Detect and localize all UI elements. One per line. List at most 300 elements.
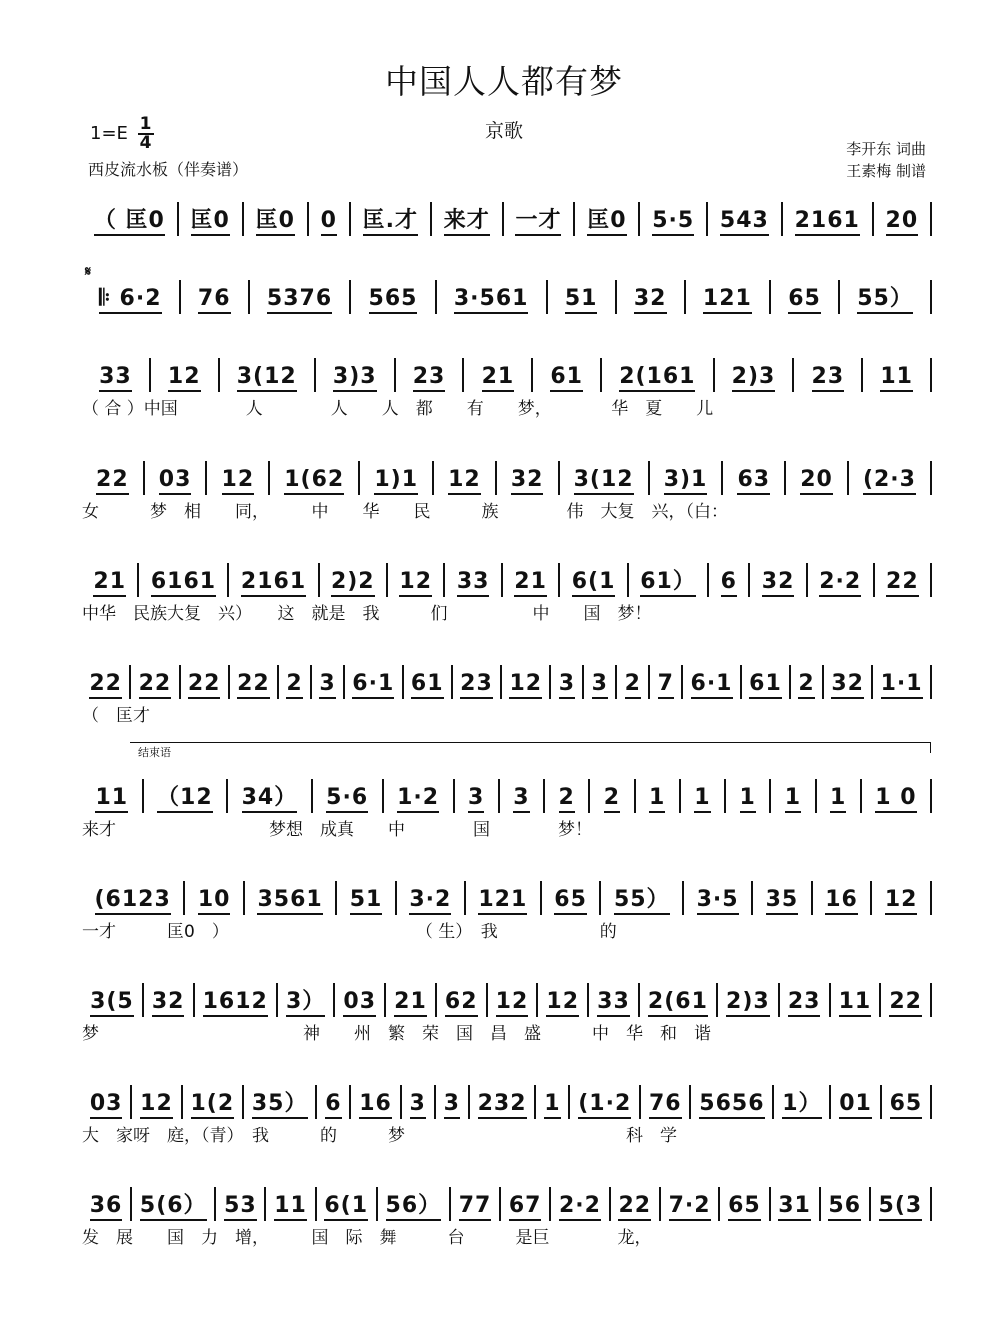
measure	[691, 1085, 774, 1119]
measure	[432, 202, 504, 236]
measure-notes: 2161	[241, 570, 306, 597]
measure	[278, 983, 335, 1017]
measure-notes: 2)2	[331, 570, 375, 597]
notation-row	[82, 659, 932, 699]
measure-notes: 03	[159, 468, 192, 495]
measure	[611, 1187, 661, 1221]
measure-notes: 33	[597, 990, 630, 1017]
time-numerator: 1	[139, 114, 152, 134]
lyric-line: 发 展 国 力 增， 国 际 舞 台 是巨 龙，	[82, 1228, 652, 1247]
measure-notes: 121	[478, 888, 527, 915]
notation-row	[82, 977, 932, 1017]
measure	[228, 779, 313, 813]
measure	[650, 461, 724, 495]
measure-notes: 32	[762, 570, 795, 597]
measure	[82, 358, 151, 392]
measure-notes: 35）	[252, 1092, 308, 1119]
measure-notes: 65	[890, 1092, 923, 1119]
measure	[502, 665, 551, 699]
measure	[545, 779, 590, 813]
measure	[824, 665, 873, 699]
measure-notes: 61）	[640, 570, 696, 597]
lyric-line: 女 梦 相 同， 中 华 民 族 伟 大复 兴，（白：	[82, 502, 728, 521]
measure	[636, 779, 681, 813]
measure-notes: 1	[785, 786, 801, 813]
lyric-line	[82, 238, 932, 262]
measure-notes: 3	[559, 672, 575, 699]
measure	[863, 358, 932, 392]
measure	[641, 1085, 691, 1119]
measure	[337, 881, 397, 915]
measure	[840, 280, 932, 314]
measure-notes: 2)3	[732, 365, 776, 392]
notation-row	[82, 773, 932, 813]
measure	[551, 1187, 611, 1221]
lyric-line: 一才 匡0 ） （ 生） 我 的	[82, 922, 617, 941]
measure	[216, 1187, 266, 1221]
measure	[384, 779, 455, 813]
measure-notes: 22	[188, 672, 221, 699]
measure-notes: 2(61	[648, 990, 708, 1017]
measure-notes: 12	[448, 468, 481, 495]
measure-notes: 11	[839, 990, 872, 1017]
measure-notes: 77	[459, 1194, 492, 1221]
measure	[82, 881, 185, 915]
measure-notes: 31	[778, 1194, 811, 1221]
measure-notes: 51	[350, 888, 383, 915]
measure-notes: 2	[286, 672, 302, 699]
measure	[681, 779, 726, 813]
measure-notes: 3	[444, 1092, 460, 1119]
measure	[82, 461, 145, 495]
measure	[791, 665, 824, 699]
measure	[872, 881, 932, 915]
measure	[590, 779, 635, 813]
measure-notes: 1(2	[191, 1092, 235, 1119]
measure-notes: 3·561	[454, 287, 529, 314]
measure-notes: 22	[618, 1194, 651, 1221]
measure-notes: 21	[482, 365, 515, 392]
measure	[270, 461, 360, 495]
measure-notes: (1·2	[578, 1092, 631, 1119]
notation-row	[82, 557, 932, 597]
measure	[849, 461, 932, 495]
measure	[397, 881, 466, 915]
measure-notes: 01	[839, 1092, 872, 1119]
lyric-line: 来才 梦想 成真 中 国 梦！	[82, 820, 592, 839]
measure	[560, 461, 650, 495]
notation-row	[82, 196, 932, 236]
lyric-line: （ 合 ）中国 人 人 人 都 有 梦， 华 夏 儿	[82, 399, 714, 418]
measure-notes: 21	[394, 990, 427, 1017]
measure-notes: 1·1	[881, 672, 923, 699]
measure	[536, 1085, 570, 1119]
measure	[82, 983, 144, 1017]
measure-notes: 65	[728, 1194, 761, 1221]
measure-notes: 1)1	[374, 468, 418, 495]
measure-notes: 36	[90, 1194, 123, 1221]
measure-notes: 32	[152, 990, 185, 1017]
notation-row	[82, 1079, 932, 1119]
measure	[345, 665, 404, 699]
measure-notes: 1	[740, 786, 756, 813]
measure-notes: 1·2	[397, 786, 439, 813]
measure-notes: 5·5	[652, 209, 694, 236]
measure-notes: 2)3	[726, 990, 770, 1017]
banshi-label: 西皮流水板（伴奏谱）	[88, 160, 249, 179]
measure	[181, 280, 250, 314]
measure-notes: 23	[788, 990, 821, 1017]
measure	[871, 1187, 932, 1221]
coda-label: 结束语	[138, 746, 171, 759]
measure-notes: 2161	[795, 209, 860, 236]
measure	[771, 779, 816, 813]
measure-notes: 6(1	[324, 1194, 368, 1221]
measure-notes: 1	[830, 786, 846, 813]
measure-notes: 12	[546, 990, 579, 1017]
measure	[504, 202, 576, 236]
measure-notes: 12	[509, 672, 542, 699]
measure-notes: 3	[468, 786, 484, 813]
measure	[684, 881, 753, 915]
measure	[720, 1187, 770, 1221]
measure	[661, 1187, 721, 1221]
measure	[881, 983, 932, 1017]
measure	[640, 983, 718, 1017]
measure-notes: 1	[544, 1092, 560, 1119]
measure-notes: 16	[825, 888, 858, 915]
measure	[320, 563, 388, 597]
measure	[144, 983, 195, 1017]
measure-notes: 1(62	[284, 468, 344, 495]
measure	[500, 779, 545, 813]
measure	[584, 665, 617, 699]
measure-notes: 11	[95, 786, 128, 813]
measure	[538, 983, 589, 1017]
measure	[402, 1085, 436, 1119]
measure-notes: 32	[831, 672, 864, 699]
measure-notes: 6(1	[572, 570, 616, 597]
measure-notes: 1	[649, 786, 665, 813]
measure-notes: 23	[460, 672, 493, 699]
measure	[145, 461, 208, 495]
measure	[181, 665, 230, 699]
measure	[82, 665, 131, 699]
measure	[464, 358, 533, 392]
measure	[185, 881, 245, 915]
coda-bracket	[130, 742, 931, 759]
measure	[602, 358, 714, 392]
measure-notes: 56	[828, 1194, 861, 1221]
measure	[715, 358, 795, 392]
measure	[501, 1187, 551, 1221]
measure	[750, 563, 807, 597]
measure-notes: 6	[325, 1092, 341, 1119]
measure-notes: 3(5	[90, 990, 134, 1017]
measure-notes: 5656	[699, 1092, 764, 1119]
measure-notes: 匡0	[587, 209, 626, 236]
measure-notes: 5(3	[879, 1194, 923, 1221]
measure	[875, 563, 932, 597]
measure-notes: 6·1	[352, 672, 394, 699]
measure	[771, 1187, 821, 1221]
measure	[139, 563, 229, 597]
measure-notes: 匡.才	[363, 209, 418, 236]
measure	[313, 779, 384, 813]
measure	[317, 1085, 351, 1119]
measure	[312, 665, 345, 699]
arranger-credit: 王素梅 制谱	[846, 162, 926, 180]
notation-row	[82, 352, 932, 392]
measure	[617, 280, 686, 314]
measure	[794, 358, 863, 392]
measure	[617, 665, 650, 699]
measure-notes: 3	[592, 672, 608, 699]
measure-notes: 21	[514, 570, 547, 597]
measure	[82, 563, 139, 597]
measure-notes: 35	[766, 888, 799, 915]
measure-notes: 2	[604, 786, 620, 813]
measure	[244, 202, 309, 236]
measure-notes: 1	[694, 786, 710, 813]
measure	[780, 983, 831, 1017]
measure	[718, 983, 780, 1017]
measure-notes: 65	[788, 287, 821, 314]
measure	[640, 202, 708, 236]
measure	[250, 280, 352, 314]
measure-notes: 232	[478, 1092, 527, 1119]
measure	[317, 1187, 378, 1221]
measure-notes: 1）	[782, 1092, 821, 1119]
measure-notes: 33	[457, 570, 490, 597]
measure	[230, 665, 279, 699]
measure-notes: 61	[749, 672, 782, 699]
measure	[650, 665, 683, 699]
measure-notes: 11	[274, 1194, 307, 1221]
measure	[726, 779, 771, 813]
measure-notes: 76	[198, 287, 231, 314]
measure-notes: 76	[649, 1092, 682, 1119]
measure	[821, 1187, 871, 1221]
measure	[783, 202, 874, 236]
measure	[436, 1085, 470, 1119]
measure	[708, 202, 783, 236]
measure	[388, 563, 445, 597]
measure-notes: 34）	[242, 786, 298, 813]
measure-notes: 7	[658, 672, 674, 699]
song-title: 中国人人都有梦	[385, 62, 623, 101]
measure	[831, 983, 882, 1017]
measure-notes: 62	[445, 990, 478, 1017]
measure-notes: （ 匡0	[94, 209, 165, 236]
measure	[723, 461, 786, 495]
measure	[82, 202, 179, 236]
measure	[466, 881, 542, 915]
measure	[548, 280, 617, 314]
measure	[709, 563, 750, 597]
measure-notes: 565	[369, 287, 418, 314]
measure	[195, 983, 278, 1017]
measure	[560, 563, 628, 597]
measure-notes: 6161	[151, 570, 216, 597]
measure-notes: 16	[359, 1092, 392, 1119]
measure-notes: 2	[559, 786, 575, 813]
measure	[82, 779, 144, 813]
measure-notes: 53	[224, 1194, 257, 1221]
measure	[434, 461, 497, 495]
measure	[360, 461, 434, 495]
measure-notes: 23	[413, 365, 446, 392]
lyric-line: （ 匡才	[82, 706, 150, 725]
measure	[82, 280, 181, 314]
measure	[575, 202, 640, 236]
measure	[151, 358, 220, 392]
notation-row	[82, 875, 932, 915]
notation-row	[82, 455, 932, 495]
measure-notes: 3(12	[574, 468, 634, 495]
measure-notes: 3）	[286, 990, 325, 1017]
measure-notes: 3(12	[237, 365, 297, 392]
measure-notes: 12	[496, 990, 529, 1017]
measure	[82, 1187, 132, 1221]
measure-notes: 一才	[515, 209, 561, 236]
measure	[874, 202, 932, 236]
measure-notes: 61	[550, 365, 583, 392]
measure	[132, 1187, 216, 1221]
measure	[244, 1085, 317, 1119]
measure-notes: 11	[880, 365, 913, 392]
measure	[589, 983, 640, 1017]
notation-row	[82, 1181, 932, 1221]
measure-notes: 63	[737, 468, 770, 495]
measure-notes: 543	[720, 209, 769, 236]
measure-notes: 12	[168, 365, 201, 392]
measure-notes: 来才	[444, 209, 490, 236]
measure	[742, 665, 791, 699]
measure-notes: 56）	[386, 1194, 442, 1221]
measure	[351, 202, 432, 236]
measure-notes: 3	[319, 672, 335, 699]
lyric-line: 中华 民族大复 兴） 这 就是 我 们 中 国 梦！	[82, 604, 652, 623]
lyric-line	[82, 316, 932, 340]
measure-notes: 32	[634, 287, 667, 314]
measure	[817, 779, 862, 813]
measure-notes: 3561	[257, 888, 322, 915]
measure	[497, 461, 560, 495]
measure	[351, 280, 436, 314]
measure-notes: 22	[139, 672, 172, 699]
measure	[183, 1085, 244, 1119]
measure	[601, 881, 684, 915]
measure-notes: 6	[721, 570, 737, 597]
measure-notes: 7·2	[669, 1194, 711, 1221]
measure	[813, 881, 873, 915]
measure-notes: (2·3	[863, 468, 916, 495]
measure	[351, 1085, 401, 1119]
genre: 京歌	[484, 120, 523, 142]
measure-notes: 1612	[203, 990, 268, 1017]
measure-notes: 20	[800, 468, 833, 495]
time-denominator: 4	[139, 133, 152, 153]
measure	[753, 881, 813, 915]
measure	[437, 983, 488, 1017]
measure	[131, 665, 180, 699]
key-label: 1=E	[90, 123, 128, 144]
measure-notes: 21	[93, 570, 126, 597]
lyricist-credit: 李开东 词曲	[846, 140, 926, 158]
measure-notes: 2·2	[559, 1194, 601, 1221]
measure	[386, 983, 437, 1017]
measure-notes: 2	[798, 672, 814, 699]
measure-notes: 22	[89, 672, 122, 699]
measure-notes: 1 0	[875, 786, 916, 813]
measure-notes: 22	[889, 990, 922, 1017]
measure-notes: （12	[157, 786, 213, 813]
measure	[279, 665, 312, 699]
measure-notes: (6123	[95, 888, 171, 915]
measure	[862, 779, 932, 813]
segno-icon: 𝄋	[85, 264, 92, 280]
measure	[266, 1187, 316, 1221]
measure	[686, 280, 771, 314]
measure-notes: 10	[198, 888, 231, 915]
lyric-line: 梦 神 州 繁 荣 国 昌 盛 中 华 和 谐	[82, 1024, 711, 1043]
measure	[542, 881, 602, 915]
measure-notes: 12	[140, 1092, 173, 1119]
measure	[786, 461, 849, 495]
measure-notes: 12	[399, 570, 432, 597]
measure-notes: 5(6）	[140, 1194, 207, 1221]
measure-notes: 22	[96, 468, 129, 495]
measure-notes: 121	[703, 287, 752, 314]
measure-notes: 20	[886, 209, 919, 236]
measure	[451, 1187, 501, 1221]
measure	[453, 665, 502, 699]
measure-notes: 61	[411, 672, 444, 699]
measure	[470, 1085, 537, 1119]
lyric-line: 大 家呀 庭，（青） 我 的 梦 科 学	[82, 1126, 677, 1145]
measure	[629, 563, 709, 597]
measure	[488, 983, 539, 1017]
measure-notes: 22	[886, 570, 919, 597]
measure-notes: 22	[237, 672, 270, 699]
measure	[144, 779, 229, 813]
measure-notes: 03	[343, 990, 376, 1017]
measure-notes: 3	[513, 786, 529, 813]
measure-notes: 67	[509, 1194, 542, 1221]
measure-notes: 3·5	[697, 888, 739, 915]
measure-notes: 3·2	[409, 888, 451, 915]
measure	[179, 202, 244, 236]
measure-notes: 匡0	[256, 209, 295, 236]
measure-notes: 2·2	[819, 570, 861, 597]
measure	[808, 563, 875, 597]
measure-notes: 12	[885, 888, 918, 915]
measure	[774, 1085, 831, 1119]
measure	[873, 665, 932, 699]
measure-notes: 32	[511, 468, 544, 495]
measure	[882, 1085, 932, 1119]
measure-notes: 03	[90, 1092, 123, 1119]
measure	[245, 881, 337, 915]
notation-row	[82, 274, 932, 314]
measure	[404, 665, 453, 699]
measure-notes: 5376	[267, 287, 332, 314]
measure	[533, 358, 602, 392]
measure-notes: 匡0	[191, 209, 230, 236]
measure-notes: 𝄆 6·2	[99, 287, 161, 314]
measure-notes: 51	[565, 287, 598, 314]
